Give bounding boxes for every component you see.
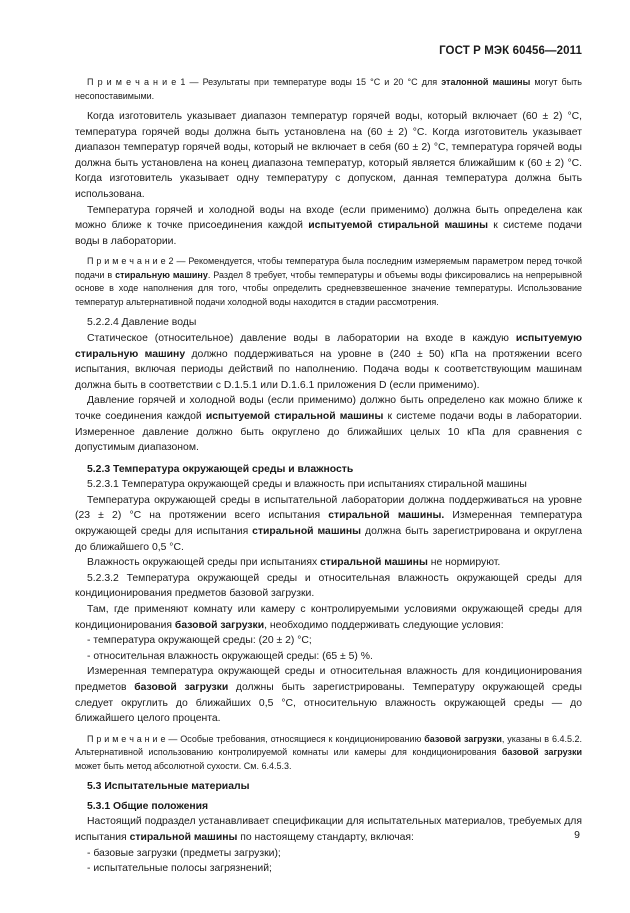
text-paragraph bbox=[75, 493, 582, 555]
text-run: Статическое (относительное) давление воды в лаборатории на входе в каждую bbox=[87, 332, 516, 344]
bold-term: испытуемую стиральную машину bbox=[75, 332, 582, 360]
text-run: - испытательные полосы загрязнений; bbox=[87, 863, 272, 875]
list-item bbox=[75, 649, 582, 665]
text-run: , необходимо поддерживать следующие условия: bbox=[264, 619, 504, 631]
bold-term: базовой загрузки bbox=[174, 619, 265, 631]
section-heading bbox=[75, 462, 582, 478]
text-run: к системе подачи воды в лаборатории. Измеренное давление должно быть округлено до ближайших целых 10 кПа для сравнения с допустимым диапазоном. bbox=[75, 410, 582, 454]
bold-term: 5.3 Испытательные материалы bbox=[87, 781, 250, 793]
text-paragraph bbox=[75, 602, 582, 633]
text-run: Давление горячей и холодной воды (если применимо) должно быть определено как можно ближе к точке соединения каждой bbox=[75, 395, 582, 422]
text-run: 5.2.3.1 Температура окружающей среды и влажность при испытаниях стиральной машины bbox=[87, 479, 527, 491]
bold-term: 5.3.1 Общие положения bbox=[87, 800, 209, 812]
note-paragraph bbox=[75, 733, 582, 774]
text-run: Измеренная температура окружающей среды для испытания bbox=[75, 510, 582, 538]
section-heading bbox=[75, 315, 582, 331]
list-item bbox=[75, 861, 582, 877]
text-paragraph bbox=[75, 203, 582, 250]
text-run: к системе подачи воды в лаборатории. bbox=[75, 220, 582, 247]
list-item bbox=[75, 633, 582, 649]
bold-term: базовой загрузки bbox=[424, 733, 502, 744]
text-run: Влажность окружающей среды при испытаниях bbox=[87, 557, 321, 569]
text-run: может быть метод абсолютной сухости. См. 6.4.5.3. bbox=[75, 760, 292, 771]
note-label: П р и м е ч а н и е 1 — bbox=[87, 77, 199, 87]
bold-term: стиральной машины. bbox=[328, 510, 445, 522]
bold-term: испытуемой стиральной машины bbox=[308, 220, 489, 232]
text-run: Рекомендуется, чтобы температура была последним измеряемым параметром перед точкой подачи в bbox=[75, 256, 582, 280]
text-run: 5.2.3.2 Температура окружающей среды и относительная влажность окружающей среды для кондиционирования предметов базовой загрузки. bbox=[75, 572, 582, 600]
bold-term: базовой загрузки bbox=[134, 682, 229, 693]
text-paragraph bbox=[75, 664, 582, 726]
bold-term: стиральной машины bbox=[252, 526, 362, 538]
bold-term: стиральной машины bbox=[320, 557, 428, 569]
text-run: должна быть зарегистрирована и округлена до ближайшего 0,5 °С. bbox=[75, 526, 582, 553]
note-paragraph bbox=[75, 255, 582, 309]
note-paragraph bbox=[75, 76, 582, 103]
list-item bbox=[75, 846, 582, 862]
text-run: должно поддерживаться на уровне в (240 ± 50) кПа на протяжении всего испытания, включая периоды действий по наполнению. Подача воды к соответствующим машинам должна быть в соответствии с D.1.5.1 или D.1.6.1 приложения D (если применимо). bbox=[75, 348, 582, 391]
text-run: могут быть несопоставимыми. bbox=[75, 77, 582, 101]
bold-term: эталонной машины bbox=[441, 77, 531, 87]
text-paragraph bbox=[75, 393, 582, 455]
text-run: Измеренная температура окружающей среды и относительная влажность для кондиционирования предметов bbox=[75, 666, 582, 693]
text-paragraph bbox=[75, 814, 582, 845]
standard-header: ГОСТ Р МЭК 60456—2011 bbox=[439, 45, 582, 57]
text-run: - относительная влажность окружающей среды: (65 ± 5) %. bbox=[87, 650, 373, 662]
text-run: Температура окружающей среды в испытательной лаборатории должна поддерживаться на уровне (23 ± 2) °С на протяжении всего испытания bbox=[75, 494, 582, 522]
text-run: Настоящий подраздел устанавливает спецификации для испытательных материалов, требуемых для испытания bbox=[75, 816, 582, 844]
text-run: Там, где применяют комнату или камеру с контролируемыми условиями окружающей среды для кондиционирования bbox=[75, 604, 582, 631]
text-paragraph bbox=[75, 555, 582, 571]
text-run: , указаны в 6.4.5.2. Альтернативной использованию контролируемой комнаты или камеры для кондиционирования bbox=[75, 733, 582, 758]
note-label: П р и м е ч а н и е 2 — bbox=[87, 256, 186, 267]
text-run: - базовые загрузки (предметы загрузки); bbox=[87, 847, 281, 859]
bold-term: стиральную машину bbox=[115, 269, 208, 280]
text-run: . Раздел 8 требует, чтобы температуры и объемы воды фиксировались на непрерывной основе в ходе наполнения для того, чтобы определить средневзвешенное значение температуры. Использование температур альтернативной подачи холодной воды находится в стадии рассмотрения. bbox=[75, 269, 582, 307]
document-body bbox=[75, 76, 582, 877]
text-run: Температура горячей и холодной воды на входе (если применимо) должна быть определена как можно ближе к точке присоединения каждой bbox=[75, 204, 582, 232]
text-run: Когда изготовитель указывает диапазон температур горячей воды, который включает (60 ± 2) °С, температура горячей воды должна быть установлена на (60 ± 2) °С. Когда изготовитель указывает диапазон температур горячей воды, который не включает в себя (60 ± 2) °С, температура горячей воды должна быть установлена на конец диапазона температур, который является ближайшим к (60 ± 2) °С. Когда изготовитель указывает одну температуру с допуском, данная температура должна быть использована. bbox=[75, 111, 582, 200]
section-heading bbox=[75, 477, 582, 493]
text-run: по настоящему стандарту, включая: bbox=[237, 832, 414, 844]
bold-term: испытуемой стиральной машины bbox=[205, 410, 384, 422]
section-heading bbox=[75, 799, 582, 815]
page-number: 9 bbox=[574, 829, 580, 841]
note-label: П р и м е ч а н и е — bbox=[87, 733, 178, 744]
bold-term: стиральной машины bbox=[129, 832, 238, 844]
text-run: Результаты при температуре воды 15 °С и 20 °С для bbox=[198, 77, 442, 87]
text-paragraph bbox=[75, 571, 582, 602]
text-run: должны быть зарегистрированы. Температуру окружающей среды следует округлить до ближайших 0,5 °С, относительную влажность окружающей среды — до ближайшего целого процента. bbox=[75, 682, 582, 725]
bold-term: базовой загрузки bbox=[501, 747, 582, 758]
text-run: 5.2.2.4 Давление воды bbox=[87, 317, 197, 329]
bold-term: 5.2.3 Температура окружающей среды и влажность bbox=[87, 463, 354, 475]
text-run: Особые требования, относящиеся к кондиционированию bbox=[177, 733, 425, 744]
text-paragraph bbox=[75, 331, 582, 393]
text-run: не нормируют. bbox=[427, 557, 501, 569]
section-heading bbox=[75, 779, 582, 795]
text-paragraph bbox=[75, 109, 582, 203]
text-run: - температура окружающей среды: (20 ± 2) °С; bbox=[87, 635, 312, 647]
